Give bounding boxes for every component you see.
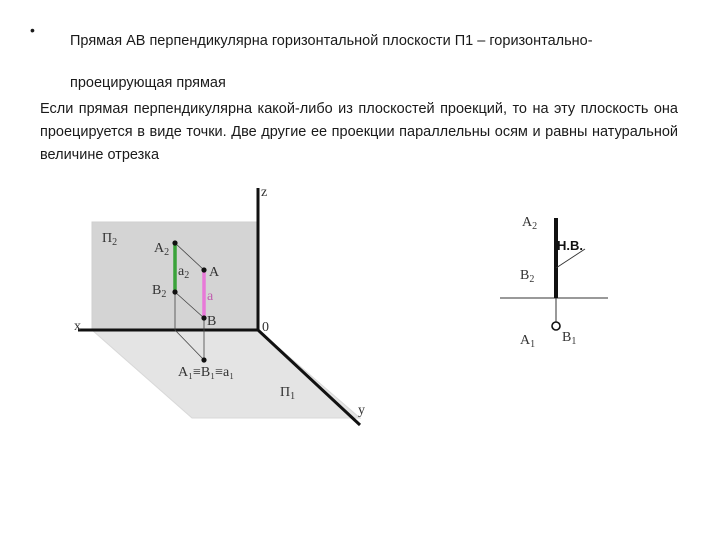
label-a2: $A_2$ bbox=[154, 241, 170, 258]
label-b1-2d: $B_1$ bbox=[562, 330, 577, 347]
label-seg-a2: $a_2$ bbox=[178, 264, 190, 281]
label-b2-2d: $B_2$ bbox=[520, 268, 535, 285]
origin-label: 0 bbox=[262, 320, 269, 335]
spatial-diagram bbox=[74, 185, 365, 425]
label-a1-2d: $A_1$ bbox=[520, 333, 536, 350]
label-a: A bbox=[209, 265, 220, 280]
epure-diagram bbox=[500, 215, 608, 350]
label-b2: $B_2$ bbox=[152, 283, 167, 300]
label-a2-2d: $A_2$ bbox=[522, 215, 538, 232]
bullet-heading: Прямая АВ перпендикулярна горизонтальной плоскости П1 – горизонтально-проецирующая прямая bbox=[70, 33, 593, 91]
point-a bbox=[201, 267, 206, 272]
point-b2 bbox=[172, 289, 177, 294]
plane-p2-label: $П_2$ bbox=[102, 231, 118, 248]
axis-z-label: z bbox=[261, 185, 268, 200]
point-a1-b1-2d bbox=[552, 322, 560, 330]
point-a2 bbox=[172, 240, 177, 245]
axis-x-label: x bbox=[74, 319, 81, 334]
true-length-label: Н.В. bbox=[557, 238, 583, 253]
axis-y-label: y bbox=[358, 403, 365, 418]
label-projection-point: A₁≡B₁≡a₁ bbox=[178, 365, 235, 380]
point-a1-b1 bbox=[201, 357, 206, 362]
label-b: B bbox=[207, 314, 217, 329]
plane-p1-label: $П_1$ bbox=[280, 385, 296, 402]
explanation-paragraph: Если прямая перпендикулярна какой-либо из плоскостей проекций, то на эту плоскость она проецируется в виде точки. Две другие ее проекции параллельны осям и равны натуральной величине отрезка bbox=[40, 101, 678, 163]
point-b bbox=[201, 315, 206, 320]
bullet-marker: • bbox=[30, 22, 35, 38]
label-seg-a: a bbox=[207, 289, 214, 304]
